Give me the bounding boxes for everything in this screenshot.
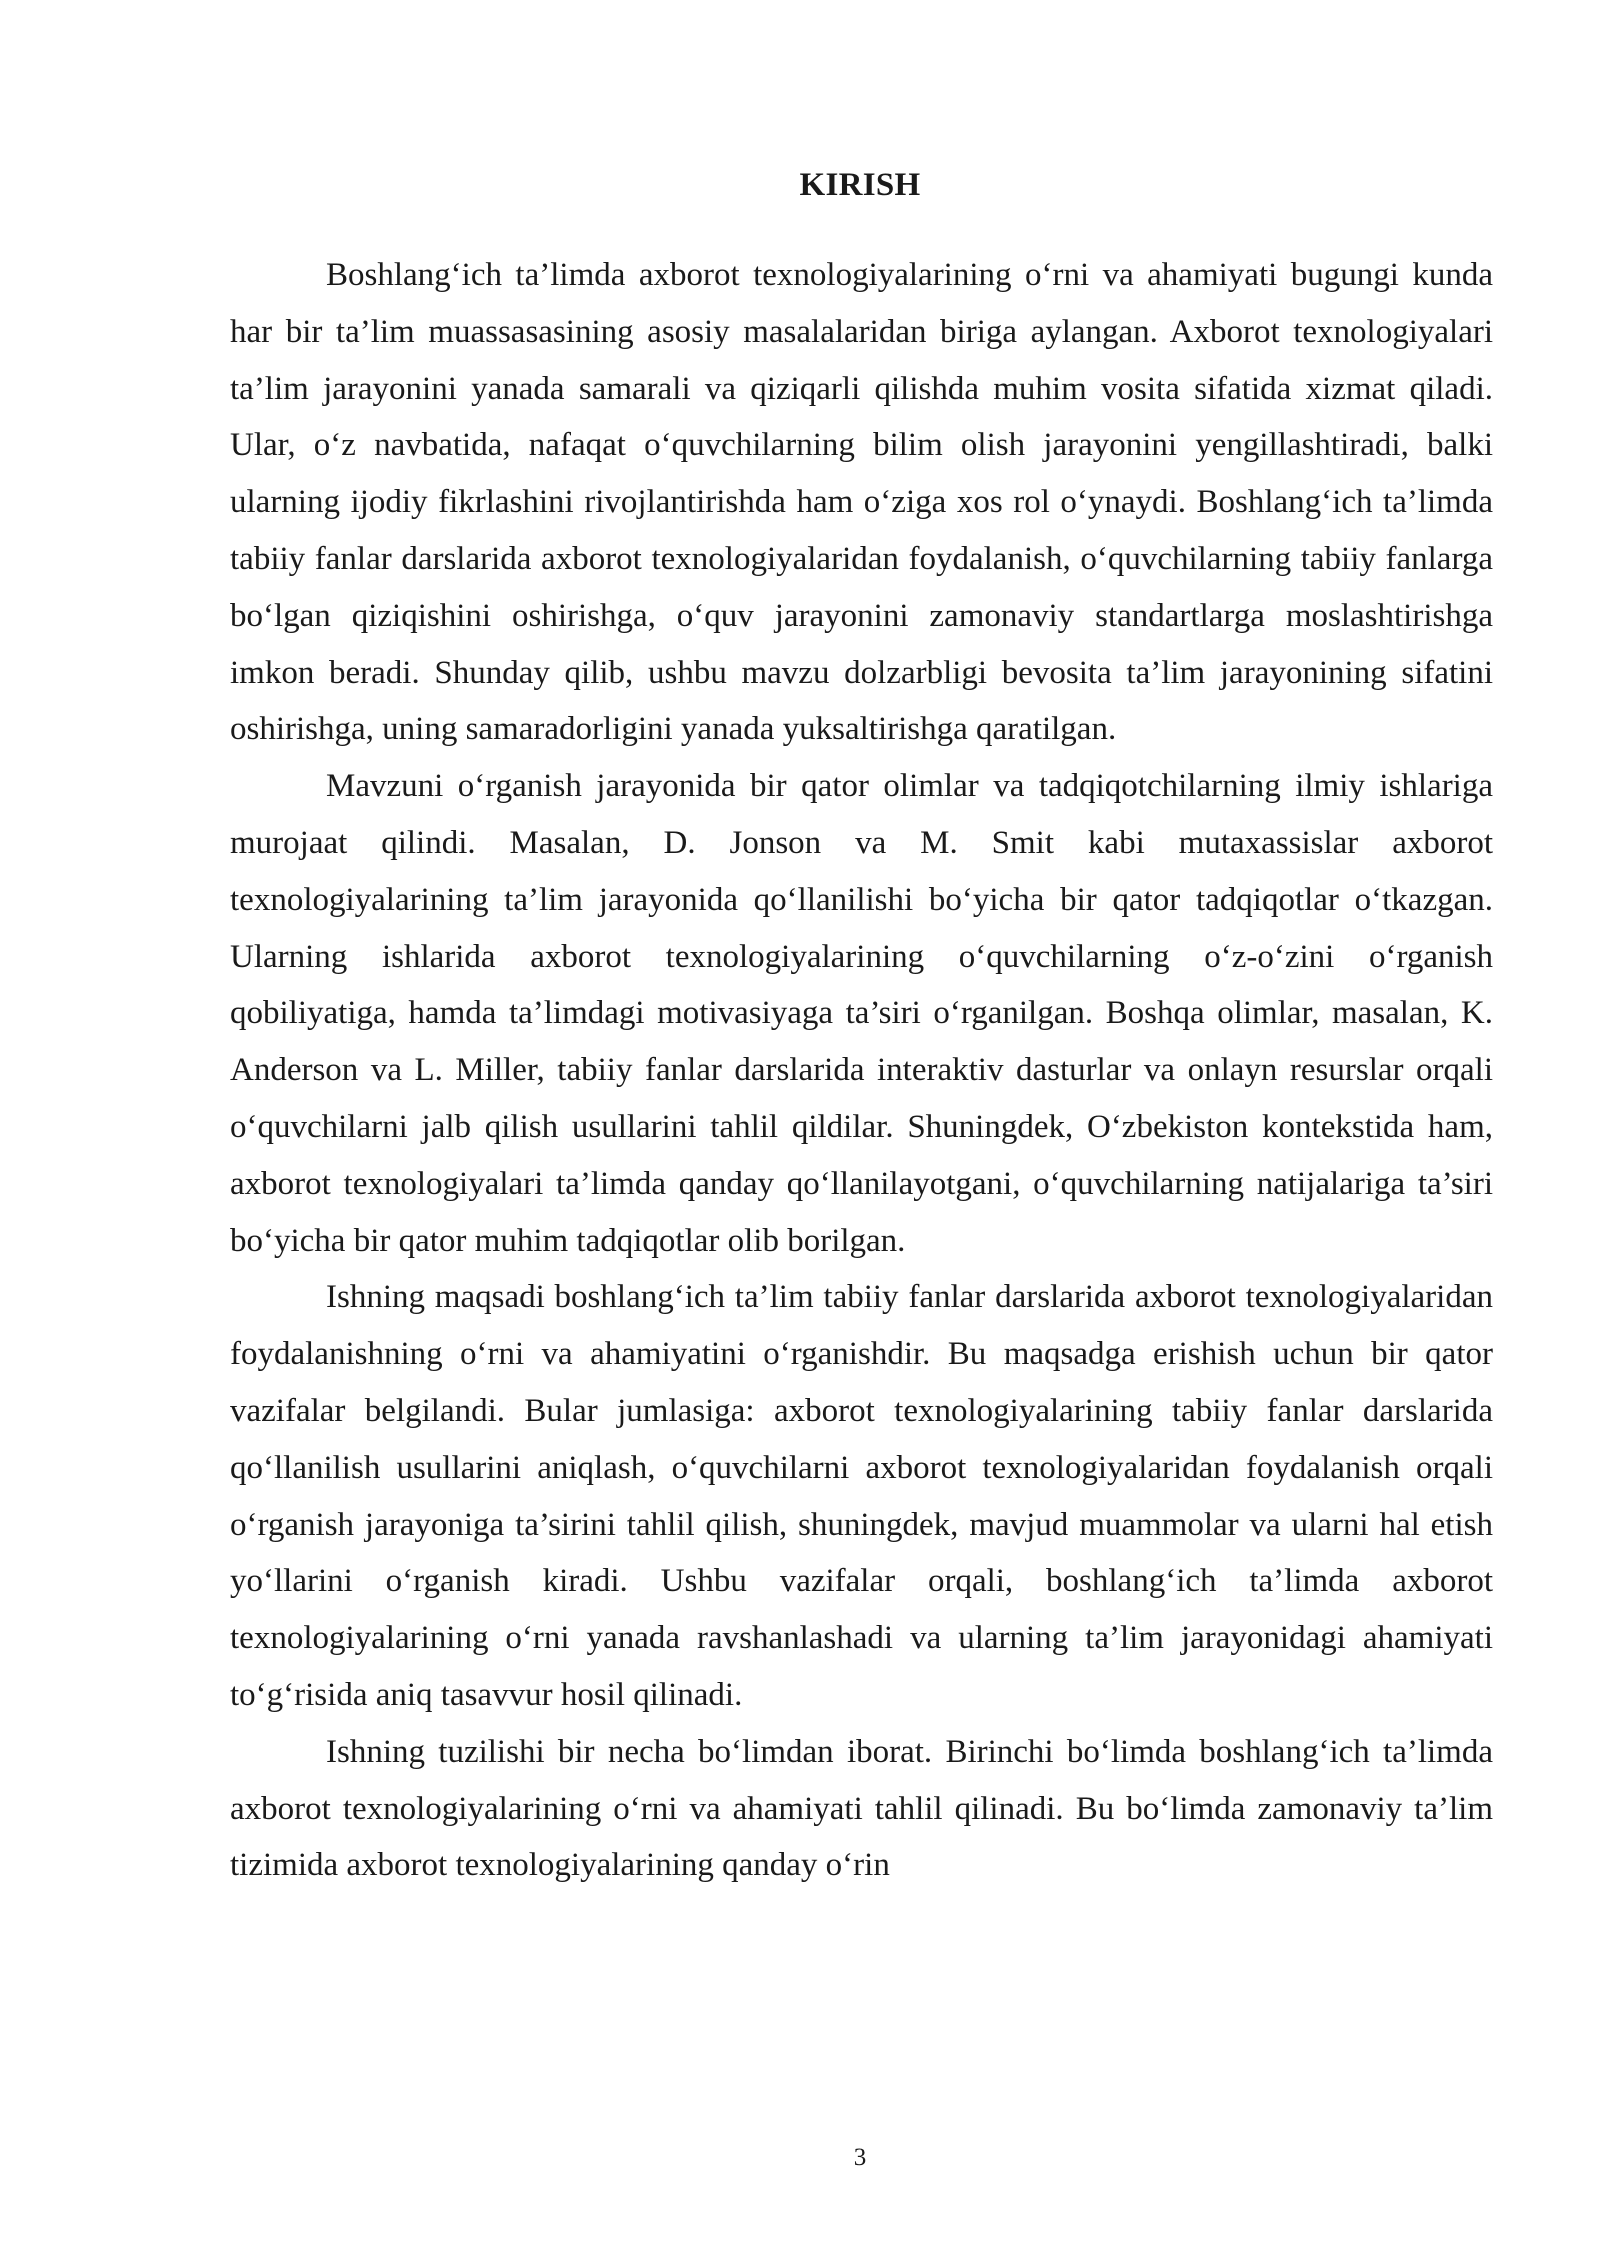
page-number: 3 [853,2144,867,2171]
body-text [230,247,1493,1894]
page-title: KIRISH [799,167,921,203]
paragraph-goals: Ishning maqsadi boshlang‘ich ta’lim tabiiy fanlar darslarida axborot texnologiyalaridan foydalanishning o‘rni va ahamiyatini o‘rganishdir. Bu maqsadga erishish uchun bir qator vazifalar belgilandi. Bular jumlasiga: axborot texnologiyalarining tabiiy fanlar darslarida qo‘llanilish usullarini aniqlash, o‘quvchilarni axborot texnologiyalaridan foydalanish orqali o‘rganish jarayoniga ta’sirini tahlil qilish, shuningdek, mavjud muammolar va ularni hal etish yo‘llarini o‘rganish kiradi. Ushbu vazifalar orqali, boshlang‘ich ta’limda axborot texnologiyalarining o‘rni yanada ravshanlashadi va ularning ta’lim jarayonidagi ahamiyati to‘g‘risida aniq tasavvur hosil qilinadi. [230,1279,1493,1713]
paragraph-relevance: Boshlang‘ich ta’limda axborot texnologiyalarining o‘rni va ahamiyati bugungi kunda har bir ta’lim muassasasining asosiy masalalaridan biriga aylangan. Axborot texnologiyalari ta’lim jarayonini yanada samarali va qiziqarli qilishda muhim vosita sifatida xizmat qiladi. Ular, o‘z navbatida, nafaqat o‘quvchilarning bilim olish jarayonini yengillashtiradi, balki ularning ijodiy fikrlashini rivojlantirishda ham o‘ziga xos rol o‘ynaydi. Boshlang‘ich ta’limda tabiiy fanlar darslarida axborot texnologiyalaridan foydalanish, o‘quvchilarning tabiiy fanlarga bo‘lgan qiziqishini oshirishga, o‘quv jarayonini zamonaviy standartlarga moslashtirishga imkon beradi. Shunday qilib, ushbu mavzu dolzarbligi bevosita ta’lim jarayonining sifatini oshirishga, uning samaradorligini yanada yuksaltirishga qaratilgan. [230,257,1493,748]
paragraph-structure: Ishning tuzilishi bir necha bo‘limdan iborat. Birinchi bo‘limda boshlang‘ich ta’limda axborot texnologiyalarining o‘rni va ahamiyati tahlil qilinadi. Bu bo‘limda zamonaviy ta’lim tizimida axborot texnologiyalarining qanday o‘rin [230,1733,1493,1884]
paragraph-literature-review: Mavzuni o‘rganish jarayonida bir qator olimlar va tadqiqotchilarning ilmiy ishlariga murojaat qilindi. Masalan, D. Jonson va M. Smit kabi mutaxassislar axborot texnologiyalarining ta’lim jarayonida qo‘llanilishi bo‘yicha bir qator tadqiqotlar o‘tkazgan. Ularning ishlarida axborot texnologiyalarining o‘quvchilarning o‘z-o‘zini o‘rganish qobiliyatiga, hamda ta’limdagi motivasiyaga ta’siri o‘rganilgan. Boshqa olimlar, masalan, K. Anderson va L. Miller, tabiiy fanlar darslarida interaktiv dasturlar va onlayn resurslar orqali o‘quvchilarni jalb qilish usullarini tahlil qildilar. Shuningdek, O‘zbekiston kontekstida ham, axborot texnologiyalari ta’limda qanday qo‘llanilayotgani, o‘quvchilarning natijalariga ta’siri bo‘yicha bir qator muhim tadqiqotlar olib borilgan. [230,768,1493,1259]
